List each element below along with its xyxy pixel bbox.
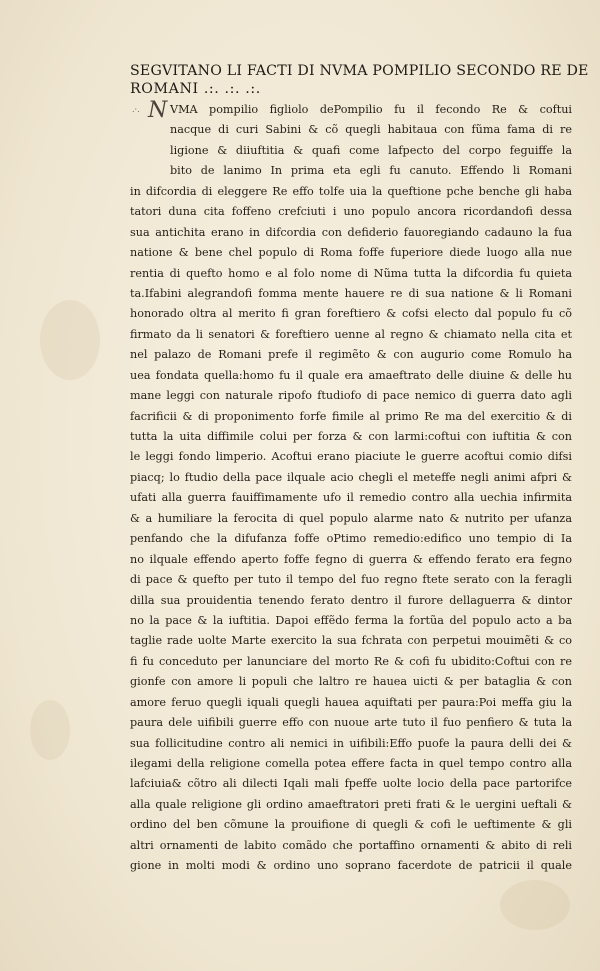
- text-line: paura dele uifibili guerre effo con nuoue arte tuto il fuo penfiero & tuta la: [130, 716, 572, 730]
- text-line: le leggi fondo limperio. Acoftui erano piaciute le guerre acoftui comio difsi: [130, 450, 572, 464]
- text-line: ilegami della religione comella potea effere facta in quel tempo contro alla: [130, 757, 572, 770]
- text-line: firmato da li senatori & foreftiero uenne al regno & chiamato nella cita et: [130, 327, 572, 341]
- text-line: altri ornamenti de labito comãdo che portaffino ornamenti & abito di reli: [130, 838, 572, 852]
- text-line: facrificii & di proponimento forfe fimile al primo Re ma del exercitio & di: [130, 409, 572, 423]
- text-line: lafciuia& cõtro ali dilecti Iqali mali fpeffe uolte locio della pace partorifce: [130, 777, 572, 791]
- text-line: no ilquale effendo aperto foffe fegno di guerra & effendo ferato era fegno: [130, 552, 572, 566]
- text-line: sua antichita erano in difcordia con defiderio fauoregiando cadauno la fua: [130, 225, 572, 239]
- body-text: [130, 100, 572, 873]
- text-line: gione in molti modi & ordino uno soprano facerdote de patricii il quale: [130, 859, 572, 873]
- text-line: dilla sua prouidentia tenendo ferato dentro il furore dellaguerra & dintor: [130, 593, 572, 607]
- text-line: in difcordia di eleggere Re effo tolfe uia la queftione pche benche gli haba: [130, 184, 572, 198]
- text-line: di pace & quefto per tuto il tempo del fuo regno ftete serato con la feragli: [130, 573, 572, 587]
- text-line: bito de lanimo In prima eta egli fu canuto. Effendo li Romani: [170, 164, 572, 178]
- text-line: ta.Ifabini alegrandofi fomma mente hauere re di sua natione & li Romani: [130, 286, 572, 300]
- text-line: tatori duna cita foffeno crefciuti i uno populo ancora ricordandofi dessa: [130, 205, 572, 219]
- text-line: VMA pompilio figliolo dePompilio fu il fecondo Re & coftui: [170, 103, 572, 116]
- text-line: natione & bene chel populo di Roma foffe fuperiore diede luogo alla nue: [130, 246, 572, 260]
- text-line: nacque di curi Sabini & cõ quegli habitaua con fũma fama di re: [170, 123, 572, 137]
- text-line: honorado oltra al merito fi gran foreftiero & cofsi electo dal populo fu cõ: [130, 307, 572, 321]
- text-line: taglie rade uolte Marte exercito la sua fchrata con perpetui mouimẽti & co: [130, 634, 572, 648]
- text-line: alla quale religione gli ordino amaeftratori preti frati & le uergini ueftali &: [130, 797, 572, 811]
- text-line: nel palazo de Romani prefe il regimẽto & con augurio come Romulo ha: [130, 348, 572, 362]
- text-line: fi fu conceduto per lanunciare del morto Re & cofi fu ubidito:Coftui con re: [130, 654, 572, 668]
- text-line: ligione & diiuftitia & quafi come lafpecto del corpo feguiffe la: [170, 143, 572, 157]
- text-line: ufati alla guerra fauiffimamente ufo il remedio contro alla uechia infirmita: [130, 491, 572, 505]
- text-line: amore feruo quegli iquali quegli hauea aquiftati per paura:Poi meffa giu la: [130, 695, 572, 709]
- paper-stain: [40, 300, 100, 380]
- margin-mark: .·.: [132, 105, 140, 114]
- text-line: ordino del ben cõmune la prouifione di quegli & cofi le ueftimente & gli: [130, 818, 572, 832]
- text-line: no la pace & la iuftitia. Dapoi effẽdo ferma la fortũa del populo acto a ba: [130, 613, 572, 627]
- text-line: mane leggi con naturale ripofo ftudiofo di pace nemico di guerra dato agli: [130, 389, 572, 403]
- text-line: & a humiliare la ferocita di quel populo alarme nato & nutrito per ufanza: [130, 511, 572, 525]
- paper-stain: [30, 700, 70, 760]
- text-line: penfando che la difufanza foffe oPtimo remedio:edifico uno tempio di Ia: [130, 532, 572, 546]
- paper-stain: [500, 880, 570, 930]
- text-line: sua follicitudine contro ali nemici in uifibili:Effo puofe la paura delli dei &: [130, 736, 572, 750]
- chapter-heading-line-2: ROMANI .:. .:. .:.: [130, 81, 261, 97]
- chapter-heading-line-1: SEGVITANO LI FACTI DI NVMA POMPILIO SECONDO RE DE: [130, 63, 589, 79]
- text-line: rentia di quefto homo e al folo nome di Nũma tutta la difcordia fu quieta: [130, 266, 572, 280]
- text-line: tutta la uita diffimile colui per forza & con larmi:coftui con iuftitia & con: [130, 430, 572, 443]
- text-line: piacq; lo ftudio della pace ilquale acio chegli el meteffe negli animi afpri &: [130, 470, 572, 484]
- initial-guide-letter: N: [148, 98, 168, 123]
- text-line: gionfe con amore li populi che laltro re hauea uicti & per bataglia & con: [130, 675, 572, 689]
- text-line: uea fondata quella:homo fu il quale era amaeftrato delle diuine & delle hu: [130, 368, 572, 382]
